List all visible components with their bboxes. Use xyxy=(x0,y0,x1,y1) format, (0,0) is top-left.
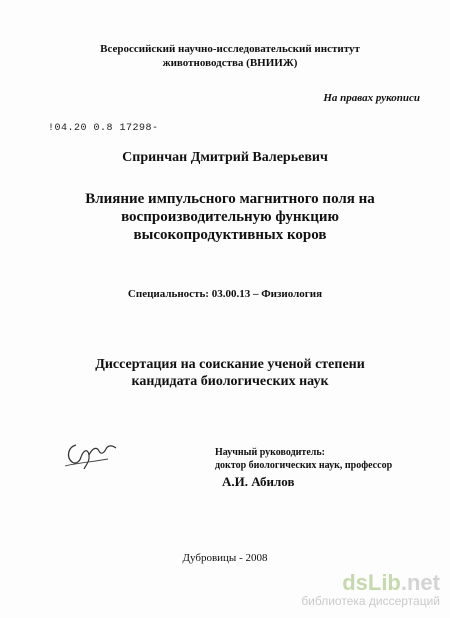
watermark-subtitle: библиотека диссертаций xyxy=(301,594,440,608)
title-line-3: высокопродуктивных коров xyxy=(133,227,327,243)
title-line-1: Влияние импульсного магнитного поля на xyxy=(85,191,375,207)
supervisor-block xyxy=(215,446,392,472)
institute-name xyxy=(60,42,400,70)
institute-line-2: животноводства (ВНИИЖ) xyxy=(162,57,298,69)
specialty: Специальность: 03.00.13 – Физиология xyxy=(127,288,323,300)
institute-line-1: Всероссийский научно-исследовательский институт xyxy=(100,43,360,55)
registration-stamp: !04.20 0.8 17298- xyxy=(48,123,159,134)
handwritten-signature-icon xyxy=(62,435,120,473)
city-year: Дубровицы - 2008 xyxy=(182,552,268,564)
degree-line-1: Диссертация на соискание ученой степени xyxy=(95,357,365,372)
watermark xyxy=(301,572,440,608)
watermark-logo xyxy=(301,572,440,594)
title-line-2: воспроизводительную функцию xyxy=(121,209,339,225)
supervisor-label: Научный руководитель: xyxy=(215,447,325,458)
dissertation-title xyxy=(60,190,400,244)
supervisor-name: А.И. Абилов xyxy=(222,474,295,489)
dissertation-degree xyxy=(60,356,400,390)
manuscript-note: На правах рукописи xyxy=(323,92,420,104)
author-name: Спринчан Дмитрий Валерьевич xyxy=(122,150,328,165)
watermark-logo-main: dsLib xyxy=(342,570,401,595)
watermark-logo-suffix: .net xyxy=(400,570,440,595)
degree-line-2: кандидата биологических наук xyxy=(131,374,329,389)
supervisor-degree: доктор биологических наук, профессор xyxy=(215,460,393,471)
